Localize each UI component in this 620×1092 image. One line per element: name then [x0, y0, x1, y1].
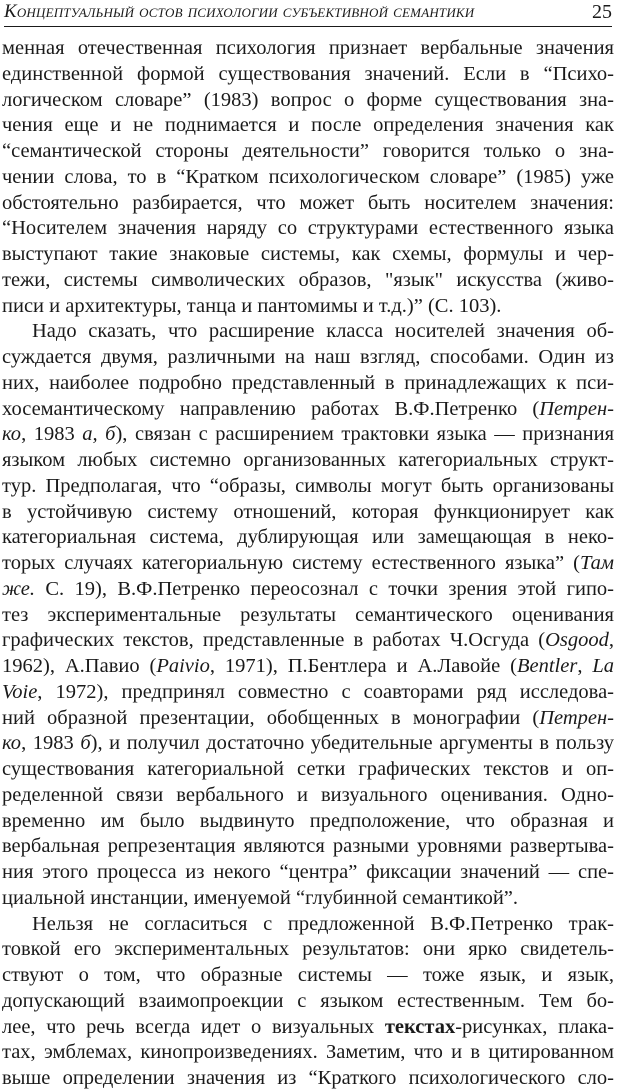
text-line	[2, 1015, 614, 1041]
text-segment: хосемантическому направлению работах В.Ф.Петренко (	[2, 397, 540, 420]
text-segment: языком любых системно организованных категориальных структ-	[2, 449, 614, 471]
running-title: Концептуальный остов психологии субъективной семантики	[4, 1, 475, 22]
text-segment: временно им было выдвинуто предположение, что образная и	[2, 809, 614, 832]
text-line	[2, 1040, 614, 1066]
text-line	[2, 1066, 614, 1092]
body-text	[2, 36, 614, 1092]
text-segment: циальной инстанции, именуемой “глубинной семантикой”.	[2, 886, 519, 909]
text-segment: обстоятельно разбирается, что может быть носителем значения:	[2, 191, 614, 214]
italic-segment: Voie	[2, 680, 38, 703]
text-line	[2, 937, 614, 963]
text-segment: С. 19), В.Ф.Петренко переосознал с точки зрения этой гипо-	[35, 577, 614, 600]
italic-segment: же.	[2, 577, 36, 600]
text-line	[2, 912, 614, 938]
text-segment: чении слова, то в “Кратком психологическом словаре” (1985) уже	[2, 165, 614, 188]
text-line	[2, 242, 614, 268]
text-line	[2, 371, 614, 397]
text-line	[2, 654, 614, 680]
text-line	[2, 886, 614, 912]
text-line	[2, 62, 614, 88]
text-line	[2, 139, 614, 165]
text-line	[2, 603, 614, 629]
text-segment: 1962), А.Павио (	[2, 655, 157, 677]
text-segment: ний образной презентации, обобщенных в монографии (	[2, 706, 540, 729]
text-segment: ределенной связи вербального и визуального оценивания. Одно-	[2, 783, 614, 806]
text-line	[2, 345, 614, 371]
text-line	[2, 165, 614, 191]
bold-segment: текстах	[384, 1015, 456, 1038]
text-segment: единственной формой существования значений. Если в “Психо-	[2, 62, 614, 85]
text-segment: ,	[577, 655, 593, 677]
text-segment: тур. Предполагая, что “образы, символы могут быть организованы	[2, 474, 614, 497]
text-segment: “семантической стороны деятельности” говорится только о зна-	[2, 140, 614, 162]
text-segment: них, наиболее подробно представленный в принадлежащих к пси-	[2, 371, 614, 394]
text-line	[2, 448, 614, 474]
text-line	[2, 706, 614, 732]
text-line	[2, 860, 614, 886]
text-segment: писи и архитектуры, танца и пантомимы и т.д.)” (С. 103).	[2, 294, 502, 317]
text-line	[2, 834, 614, 860]
text-line	[2, 422, 614, 448]
text-segment: тах, эмблемах, кинопроизведениях. Заметим, что и в цитированном	[2, 1041, 614, 1064]
text-line	[2, 319, 614, 345]
text-line	[2, 294, 614, 320]
text-line	[2, 397, 614, 423]
text-line	[2, 809, 614, 835]
text-line	[2, 680, 614, 706]
running-head	[4, 0, 612, 27]
text-segment: логическом словаре” (1983) вопрос о форме существования зна-	[2, 88, 614, 111]
text-segment: существования категориальной сетки графических текстов и оп-	[2, 758, 614, 780]
text-segment: “Носителем значения наряду со структурами естественного языка	[2, 217, 614, 240]
text-segment: тез экспериментальные результаты семантического оценивания	[2, 603, 614, 626]
italic-segment: La	[592, 655, 614, 677]
text-segment: -рисунках, плака-	[455, 1015, 614, 1038]
text-segment: тежи, системы символических образов, "язык" искусства (живо-	[2, 268, 614, 291]
text-line	[2, 628, 614, 654]
text-segment: товкой его экспериментальных результатов: они ярко свидетель-	[2, 938, 614, 961]
italic-segment: Петрен-	[539, 397, 614, 420]
italic-segment: Paivio	[156, 655, 210, 677]
text-segment: допускающий взаимопроекции с языком естественным. Тем бо-	[2, 989, 614, 1012]
text-segment: в устойчивую систему отношений, которая функционирует как	[2, 500, 614, 523]
text-segment: , 1971), П.Бентлера и А.Лавойе (	[209, 655, 517, 677]
text-segment: ), и получил достаточно убедительные аргументы в пользу	[90, 732, 614, 755]
text-line	[2, 551, 614, 577]
page-number: 25	[592, 1, 612, 23]
text-line	[2, 88, 614, 114]
text-segment: ), связан с расширением трактовки языка — признания	[115, 423, 614, 446]
text-segment: чения еще и не поднимается и после определения значения как	[2, 114, 614, 137]
text-segment: , 1983	[21, 732, 81, 755]
italic-segment: Osgood	[545, 629, 609, 652]
text-line	[2, 191, 614, 217]
text-segment: лее, что речь всегда идет о визуальных	[2, 1015, 385, 1038]
text-segment: , 1983	[21, 423, 83, 446]
text-line	[2, 474, 614, 500]
text-segment: Надо сказать, что расширение класса носителей значения об-	[32, 320, 614, 343]
text-segment: суждается двумя, различными на наш взгляд, способами. Один из	[2, 346, 614, 368]
text-segment: вербальная репрезентация являются разными уровнями развертыва-	[2, 835, 614, 858]
text-segment: ,	[608, 629, 614, 652]
text-line	[2, 783, 614, 809]
text-segment: торых случаях категориальную систему естественного языка” (	[2, 552, 580, 574]
text-line	[2, 963, 614, 989]
text-line	[2, 525, 614, 551]
text-line	[2, 500, 614, 526]
text-line	[2, 113, 614, 139]
text-line	[2, 989, 614, 1015]
text-line	[2, 577, 614, 603]
text-segment: ствуют о том, что образные системы — тоже язык, и язык,	[2, 964, 614, 986]
text-segment: графических текстов, представленные в работах Ч.Осгуда (	[2, 629, 546, 652]
text-line	[2, 268, 614, 294]
text-segment: категориальная система, дублирующая или замещающая в неко-	[2, 526, 614, 549]
italic-segment: Там	[580, 552, 614, 574]
text-line	[2, 757, 614, 783]
text-line	[2, 36, 614, 62]
italic-segment: Петрен-	[539, 706, 614, 729]
text-segment: ния этого процесса из некого “центра” фиксации значений — спе-	[2, 861, 614, 883]
italic-segment: б	[80, 732, 91, 755]
text-segment: Нельзя не согласиться с предложенной В.Ф.Петренко трак-	[32, 912, 614, 935]
italic-segment: ко	[2, 423, 22, 446]
text-segment: менная отечественная психология признает вербальные значения	[2, 37, 614, 59]
text-segment: выше определении значения из “Краткого психологического сло-	[2, 1067, 614, 1089]
italic-segment: а, б	[82, 423, 116, 446]
text-segment: , 1972), предпринял совместно с соавторами ряд исследова-	[37, 680, 614, 703]
text-line	[2, 216, 614, 242]
text-line	[2, 731, 614, 757]
italic-segment: ко	[2, 732, 22, 755]
text-segment: выступают такие знаковые системы, как схемы, формулы и чер-	[2, 243, 614, 265]
italic-segment: Bentler	[516, 655, 578, 677]
